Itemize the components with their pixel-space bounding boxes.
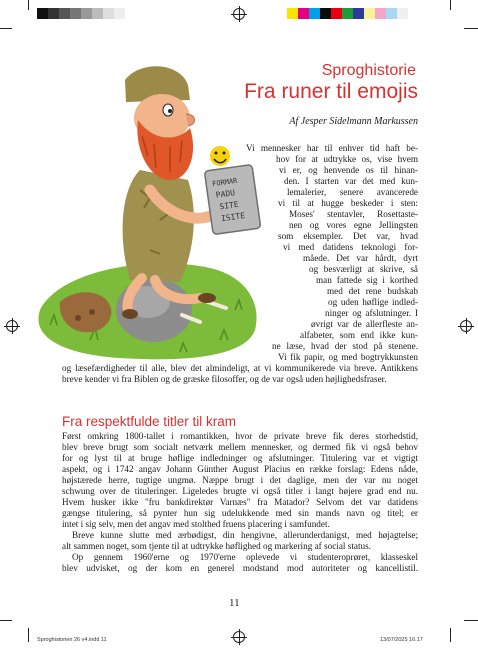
crop-mark xyxy=(0,28,12,29)
svg-text:SITE: SITE xyxy=(218,199,240,212)
date-slug: 13/07/2025 16.17 xyxy=(380,637,423,643)
text-line: højstærede herre, tugtige ungmø. Næppe brugt i det daglige, men der var nu noget xyxy=(62,475,418,485)
text-line: Breve kunne slutte med ærbødigst, din hengivne, allerunderdanigst, med højagtelse; xyxy=(72,530,418,540)
text-line: Vi mennesker har til enhver tid haft be- xyxy=(246,143,418,153)
page-number: 11 xyxy=(229,597,240,609)
text-line: og uden høflige indled- xyxy=(328,297,418,307)
article-byline: Af Jesper Sidelmann Markussen xyxy=(289,116,418,127)
crop-mark xyxy=(464,620,478,621)
text-line: breve kender vi fra Biblen og de græske filosoffer, og de var også uden højlighedsfraser. xyxy=(62,374,387,384)
text-line: nen og vores egne Jellingsten xyxy=(289,220,418,230)
text-line: Moses' stentavler, Rosettaste- xyxy=(289,209,418,219)
text-line: med det rene budskab xyxy=(327,286,418,296)
text-line: Op gennem 1960'erne og 1970'erne oplevede vi studenteroprøret, klasseskel xyxy=(72,552,418,562)
text-line: man fattede sig i korthed xyxy=(316,275,418,285)
grayscale-bar xyxy=(37,8,136,19)
text-line: ninger og afslutninger. I xyxy=(325,308,418,318)
text-line: og besværligt at skrive, så xyxy=(309,264,418,274)
svg-text:FORMAR: FORMAR xyxy=(211,176,238,189)
registration-mark-top xyxy=(233,8,245,20)
crop-mark xyxy=(450,628,451,642)
text-line: og læsefærdigheder til alle, blev det almindeligt, at vi kommunikerede via breve. Antikkens xyxy=(62,363,418,373)
text-line: blev breve brugt som socialt netværk mellem mennesker, og dermed fik vi også behov xyxy=(62,442,418,452)
text-line: Hvem husker ikke "fru bankdirektør Varnæs" fra Matador? Selvom det var datidens xyxy=(62,497,418,507)
text-line: lemalerier, senere avancerede xyxy=(287,187,418,197)
color-bar xyxy=(287,8,408,19)
smiley-icon xyxy=(210,146,230,166)
text-line: vi er, og henvende os til hinan- xyxy=(279,165,418,175)
text-line: hov for at udtrykke os, vise hvem xyxy=(276,154,418,164)
crop-mark xyxy=(28,628,29,642)
text-line: Først omkring 1800-tallet i romantikken, hvor de private breve fik deres storhedstid, xyxy=(62,431,418,441)
caveman-tunic xyxy=(123,170,194,282)
crop-mark xyxy=(0,620,12,621)
article-title: Fra runer til emojis xyxy=(244,80,418,103)
text-line: vi med datidens teknologi for- xyxy=(283,242,418,252)
text-line: ne læse, hvad der stod på stenene. xyxy=(272,341,418,351)
text-line: Vi fik papir, og med bogtrykkunsten xyxy=(278,352,418,362)
file-slug: Sproghistorien 26 v4.indd 11 xyxy=(37,637,107,643)
text-line: blev udvisket, og der kom en generel modstand mod autoriteter og kancellistil. xyxy=(62,563,418,573)
text-line: alfabeter, som end ikke kun- xyxy=(300,330,418,340)
crop-mark xyxy=(464,28,478,29)
section-kicker: Sproghistorie xyxy=(321,62,416,79)
text-line: måede. Det var hårdt, dyrt xyxy=(303,253,418,263)
text-line: vi til at hugge beskeder i sten: xyxy=(278,198,418,208)
registration-mark-bottom xyxy=(233,631,245,643)
registration-mark-left xyxy=(6,320,18,332)
text-line: den. I starten var det med kun- xyxy=(284,176,418,186)
text-line: intet i sig selv, men det angav med stolthed fruens placering i samfundet. xyxy=(62,519,330,529)
text-line: schwung over de tituleringer. Ligeledes brugte vi også titler i langt højere grad end nu. xyxy=(62,486,418,496)
text-line: for og lyst til at bruge høflige indledninger og afslutninger. Titulering var et vigtigt xyxy=(62,453,418,463)
registration-mark-right xyxy=(460,320,472,332)
crop-mark xyxy=(28,0,29,10)
text-line: øvrigt var de allerfleste an- xyxy=(311,319,418,329)
crop-mark xyxy=(450,0,451,10)
text-line: gængse titulering, så pynter hun sig udelukkende med sin mands navn og titel; er xyxy=(62,508,418,518)
text-line: alt sammen noget, som tjente til at udtrykke høflighed og markering af social status. xyxy=(62,541,371,551)
text-line: som eksempler. Det var, hvad xyxy=(278,231,418,241)
svg-text:PADU: PADU xyxy=(215,188,236,200)
stone-tablet xyxy=(204,165,260,235)
svg-text:ISITE: ISITE xyxy=(220,211,246,224)
text-line: aspekt, og i 1742 angav Johann Günther August Placius en række forslag: Edens nåde, xyxy=(62,464,418,474)
section-heading: Fra respektfulde titler til kram xyxy=(62,414,237,429)
